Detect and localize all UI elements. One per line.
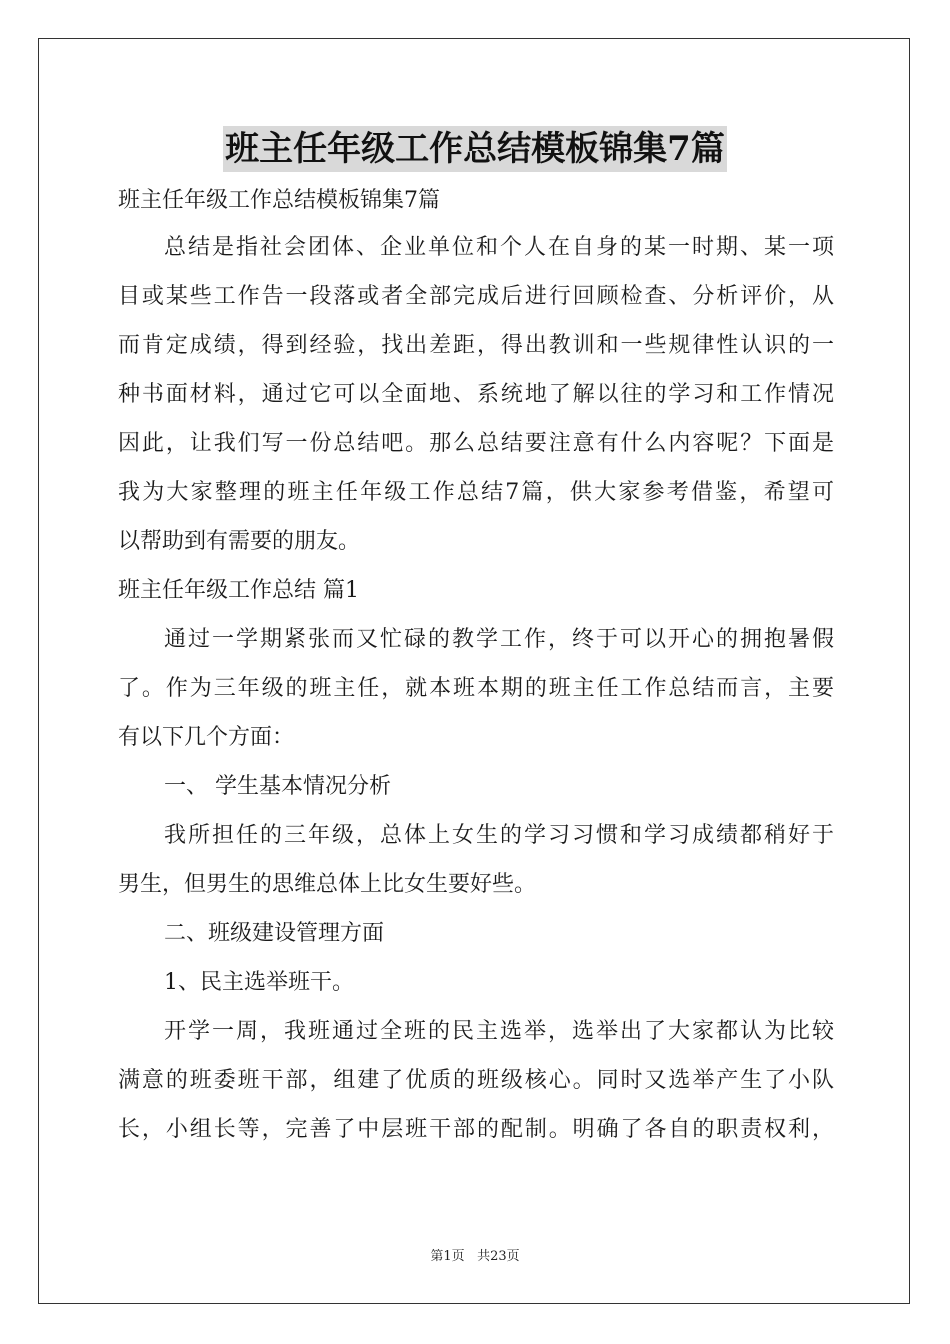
paragraph-line: 有以下几个方面： <box>118 725 295 750</box>
intro-line: 种书面材料，通过它可以全面地、系统地了解以往的学习和工作情况 <box>118 382 834 407</box>
section-heading: 班主任年级工作总结 篇1 <box>118 578 359 603</box>
paragraph-line: 开学一周，我班通过全班的民主选举，选举出了大家都认为比较 <box>164 1019 834 1044</box>
subheading-students: 一、 学生基本情况分析 <box>164 774 391 799</box>
paragraph-line: 男生，但男生的思维总体上比女生要好些。 <box>118 872 537 897</box>
paragraph-line: 我所担任的三年级，总体上女生的学习习惯和学习成绩都稍好于 <box>164 823 834 848</box>
paragraph-line: 了。作为三年级的班主任，就本班本期的班主任工作总结而言，主要 <box>118 676 834 701</box>
intro-line: 而肯定成绩，得到经验，找出差距，得出教训和一些规律性认识的一 <box>118 333 834 358</box>
intro-line: 因此，让我们写一份总结吧。那么总结要注意有什么内容呢？下面是 <box>118 431 834 456</box>
document-body <box>118 178 834 1154</box>
document-subtitle: 班主任年级工作总结模板锦集7篇 <box>118 188 440 213</box>
subheading-class-management: 二、班级建设管理方面 <box>164 921 385 946</box>
document-title: 班主任年级工作总结模板锦集7篇 <box>223 126 727 172</box>
page-footer <box>0 1245 950 1264</box>
intro-line: 总结是指社会团体、企业单位和个人在自身的某一时期、某一项 <box>164 235 834 260</box>
paragraph-line: 满意的班委班干部，组建了优质的班级核心。同时又选举产生了小队 <box>118 1068 834 1093</box>
intro-line: 以帮助到有需要的朋友。 <box>118 529 361 554</box>
subheading-election: 1、民主选举班干。 <box>164 970 354 995</box>
page-number: 第1页 <box>430 1249 465 1264</box>
title-area <box>0 126 950 172</box>
paragraph-line: 通过一学期紧张而又忙碌的教学工作，终于可以开心的拥抱暑假 <box>164 627 834 652</box>
page-total: 共23页 <box>477 1249 520 1264</box>
intro-line: 目或某些工作告一段落或者全部完成后进行回顾检查、分析评价，从 <box>118 284 834 309</box>
paragraph-line: 长，小组长等，完善了中层班干部的配制。明确了各自的职责权利， <box>118 1117 834 1142</box>
intro-line: 我为大家整理的班主任年级工作总结7篇，供大家参考借鉴，希望可 <box>118 480 834 505</box>
